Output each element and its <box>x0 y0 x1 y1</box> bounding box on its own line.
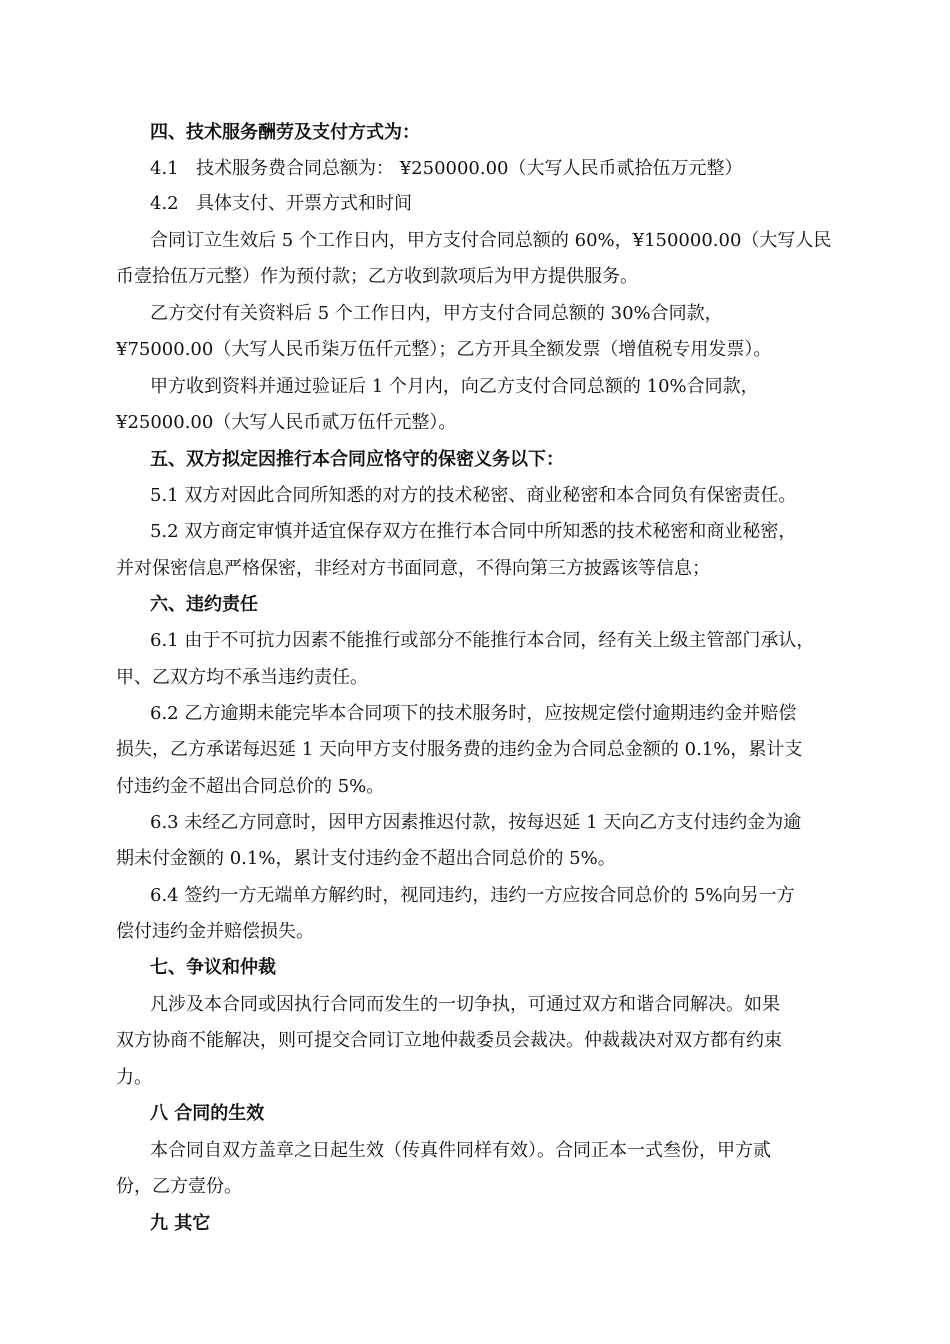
item-5-2-line-1: 5.2 双方商定审慎并适宜保存双方在推行本合同中所知悉的技术秘密和商业秘密， <box>150 521 797 542</box>
item-4-1-label: 4.1 <box>150 158 179 179</box>
effect-para-line-2: 份，乙方壹份。 <box>116 1176 242 1197</box>
section-8-heading: 八 合同的生效 <box>150 1103 265 1124</box>
item-6-3-line-2: 期未付金额的 0.1%，累计支付违约金不超出合同总价的 5%。 <box>116 848 616 869</box>
item-6-1-line-2: 甲、乙双方均不承当违约责任。 <box>116 667 368 688</box>
section-4-heading: 四、技术服务酬劳及支付方式为： <box>150 122 420 143</box>
item-5-2-line-2: 并对保密信息严格保密，非经对方书面同意，不得向第三方披露该等信息； <box>116 558 710 579</box>
item-6-4-line-2: 偿付违约金并赔偿损失。 <box>116 921 314 942</box>
section-7-heading: 七、争议和仲裁 <box>150 957 276 978</box>
effect-para-line-1: 本合同自双方盖章之日起生效（传真件同样有效）。合同正本一式叁份，甲方贰 <box>150 1140 771 1161</box>
item-4-1-text: 技术服务费合同总额为： ¥250000.00（大写人民币贰拾伍万元整） <box>196 158 743 179</box>
payment-para-2-line-2: ¥75000.00（大写人民币柒万伍仟元整）；乙方开具全额发票（增值税专用发票）。 <box>116 339 772 360</box>
section-5-heading: 五、双方拟定因推行本合同应恪守的保密义务以下： <box>150 449 564 470</box>
payment-para-1-line-1: 合同订立生效后 5 个工作日内，甲方支付合同总额的 60%，¥150000.00（大写人民 <box>150 230 832 251</box>
section-6-heading: 六、违约责任 <box>150 594 258 615</box>
item-4-2-label: 4.2 <box>150 193 179 214</box>
payment-para-3-line-1: 甲方收到资料并通过验证后 1 个月内，向乙方支付合同总额的 10%合同款， <box>150 376 759 397</box>
payment-para-2-line-1: 乙方交付有关资料后 5 个工作日内，甲方支付合同总额的 30%合同款， <box>150 303 723 324</box>
item-6-2-line-3: 付违约金不超出合同总价的 5%。 <box>116 776 385 797</box>
item-5-1: 5.1 双方对因此合同所知悉的对方的技术秘密、商业秘密和本合同负有保密责任。 <box>150 485 797 506</box>
item-6-2-line-1: 6.2 乙方逾期未能完毕本合同项下的技术服务时，应按规定偿付逾期违约金并赔偿 <box>150 703 797 724</box>
item-4-2-text: 具体支付、开票方式和时间 <box>196 193 412 214</box>
dispute-para-line-3: 力。 <box>116 1067 152 1088</box>
payment-para-1-line-2: 币壹拾伍万元整）作为预付款；乙方收到款项后为甲方提供服务。 <box>116 266 638 287</box>
section-9-heading: 九 其它 <box>150 1213 211 1234</box>
dispute-para-line-1: 凡涉及本合同或因执行合同而发生的一切争执，可通过双方和谐合同解决。如果 <box>150 994 780 1015</box>
dispute-para-line-2: 双方协商不能解决，则可提交合同订立地仲裁委员会裁决。仲裁裁决对双方都有约束 <box>116 1030 782 1051</box>
item-6-4-line-1: 6.4 签约一方无端单方解约时，视同违约，违约一方应按合同总价的 5%向另一方 <box>150 885 795 906</box>
payment-para-3-line-2: ¥25000.00（大写人民币贰万伍仟元整）。 <box>116 412 457 433</box>
item-6-2-line-2: 损失，乙方承诺每迟延 1 天向甲方支付服务费的违约金为合同总金额的 0.1%，累计支 <box>116 739 803 760</box>
item-6-1-line-1: 6.1 由于不可抗力因素不能推行或部分不能推行本合同，经有关上级主管部门承认， <box>150 630 815 651</box>
item-6-3-line-1: 6.3 未经乙方同意时，因甲方因素推迟付款，按每迟延 1 天向乙方支付违约金为逾 <box>150 812 802 833</box>
